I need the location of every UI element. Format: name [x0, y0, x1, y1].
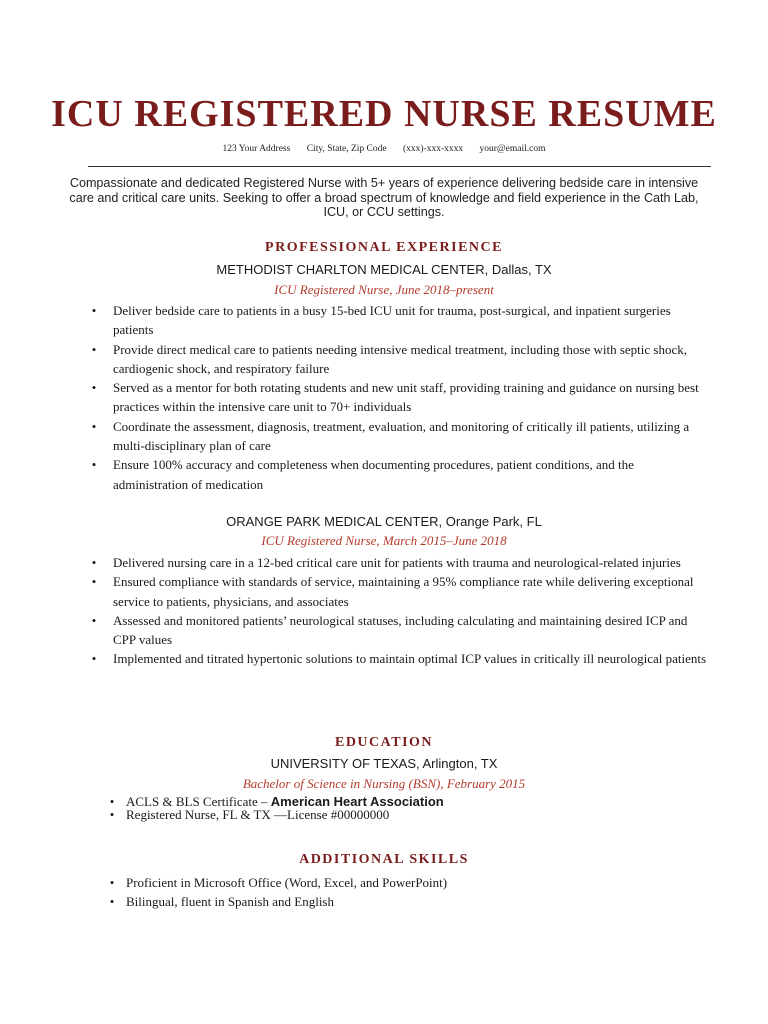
- employer-2: ORANGE PARK MEDICAL CENTER, Orange Park, FL: [226, 514, 542, 529]
- bullet-text: Ensured compliance with standards of service, maintaining a 95% compliance rate while delivering exceptional service to patients, physicians, and associates: [113, 574, 694, 609]
- bullet-icon: •: [91, 612, 97, 628]
- license-text: Registered Nurse, FL & TX —License #00000000: [126, 807, 390, 822]
- degree-text: Bachelor of Science in Nursing (BSN), February 2015: [242, 776, 526, 791]
- bullet-icon: •: [91, 380, 97, 396]
- bullet-icon: •: [91, 457, 97, 473]
- cert-text: ACLS & BLS Certificate –: [126, 794, 271, 809]
- list-item: [88, 340, 708, 379]
- list-item: [88, 378, 708, 417]
- list-item: [88, 611, 708, 650]
- bullet-text: Delivered nursing care in a 12-bed critical care unit for patients with trauma and neurological-related injuries: [113, 555, 681, 570]
- experience-heading: PROFESSIONAL EXPERIENCE: [265, 240, 503, 255]
- role-1: ICU Registered Nurse, June 2018–present: [274, 282, 494, 297]
- bullet-icon: •: [109, 894, 115, 910]
- job-1-bullets: [88, 301, 708, 494]
- job-2-bullets: [88, 553, 708, 669]
- bullet-text: Deliver bedside care to patients in a busy 15-bed ICU unit for trauma, post-surgical, and inpatient surgeries patients: [113, 303, 671, 338]
- address-text: 123 Your Address: [222, 144, 291, 154]
- bullet-icon: •: [91, 574, 97, 590]
- list-item: [88, 417, 708, 456]
- school-name: UNIVERSITY OF TEXAS, Arlington, TX: [270, 756, 498, 771]
- email-text: your@email.com: [479, 144, 546, 154]
- phone-text: (xxx)-xxx-xxxx: [402, 144, 464, 154]
- bullet-icon: •: [91, 651, 97, 667]
- role-2: ICU Registered Nurse, March 2015–June 2018: [261, 533, 507, 548]
- skills-bullets: [106, 873, 706, 912]
- bullet-text: Implemented and titrated hypertonic solutions to maintain optimal ICP values in critically ill neurological patients: [113, 651, 707, 667]
- bullet-text: Provide direct medical care to patients needing intensive medical treatment, including those with septic shock, cardiogenic shock, and respiratory failure: [113, 341, 687, 376]
- skills-heading: ADDITIONAL SKILLS: [299, 852, 469, 867]
- list-item: [106, 873, 706, 892]
- header-divider: [88, 166, 711, 167]
- bullet-text: Coordinate the assessment, diagnosis, treatment, evaluation, and monitoring of critically ill patients, utilizing a multi-disciplinary plan of care: [113, 418, 690, 454]
- list-item: [88, 301, 708, 340]
- skill-text: Bilingual, fluent in Spanish and English: [126, 894, 334, 910]
- list-item: [88, 455, 708, 494]
- bullet-icon: •: [91, 418, 97, 434]
- contact-line: [0, 143, 768, 155]
- bullet-text: Ensure 100% accuracy and completeness when documenting procedures, patient conditions, and the administration of medication: [113, 457, 634, 492]
- summary-paragraph: Compassionate and dedicated Registered Nurse with 5+ years of experience delivering bedside care in intensive care and critical care units. Seeking to offer a broad spectrum of knowledge and field experience in the Cath Lab, ICU, or CCU settings.: [69, 176, 699, 219]
- city-text: City, State, Zip Code: [306, 144, 387, 154]
- bullet-icon: •: [91, 555, 97, 570]
- employer-1: METHODIST CHARLTON MEDICAL CENTER, Dallas, TX: [216, 262, 552, 277]
- education-heading: EDUCATION: [334, 735, 434, 750]
- bullet-text: Served as a mentor for both rotating students and new unit staff, providing training and guidance on nursing best practices within the intensive care unit to 70+ individuals: [113, 380, 699, 415]
- cert-org: American Heart Association: [270, 794, 444, 809]
- list-item: [88, 572, 708, 611]
- skill-text: Proficient in Microsoft Office (Word, Excel, and PowerPoint): [126, 875, 448, 890]
- bullet-icon: •: [109, 875, 115, 890]
- bullet-icon: •: [91, 341, 97, 357]
- list-item: [106, 892, 706, 911]
- list-item: [88, 649, 708, 668]
- list-item: [106, 808, 706, 821]
- bullet-icon: •: [91, 303, 97, 318]
- resume-title: ICU REGISTERED NURSE RESUME: [51, 93, 717, 135]
- bullet-text: Assessed and monitored patients’ neurological statuses, including calculating and maintaining desired ICP and CPP values: [113, 612, 688, 648]
- bullet-icon: •: [109, 794, 115, 809]
- list-item: [88, 553, 708, 572]
- bullet-icon: •: [109, 807, 115, 822]
- education-bullets: [106, 795, 706, 821]
